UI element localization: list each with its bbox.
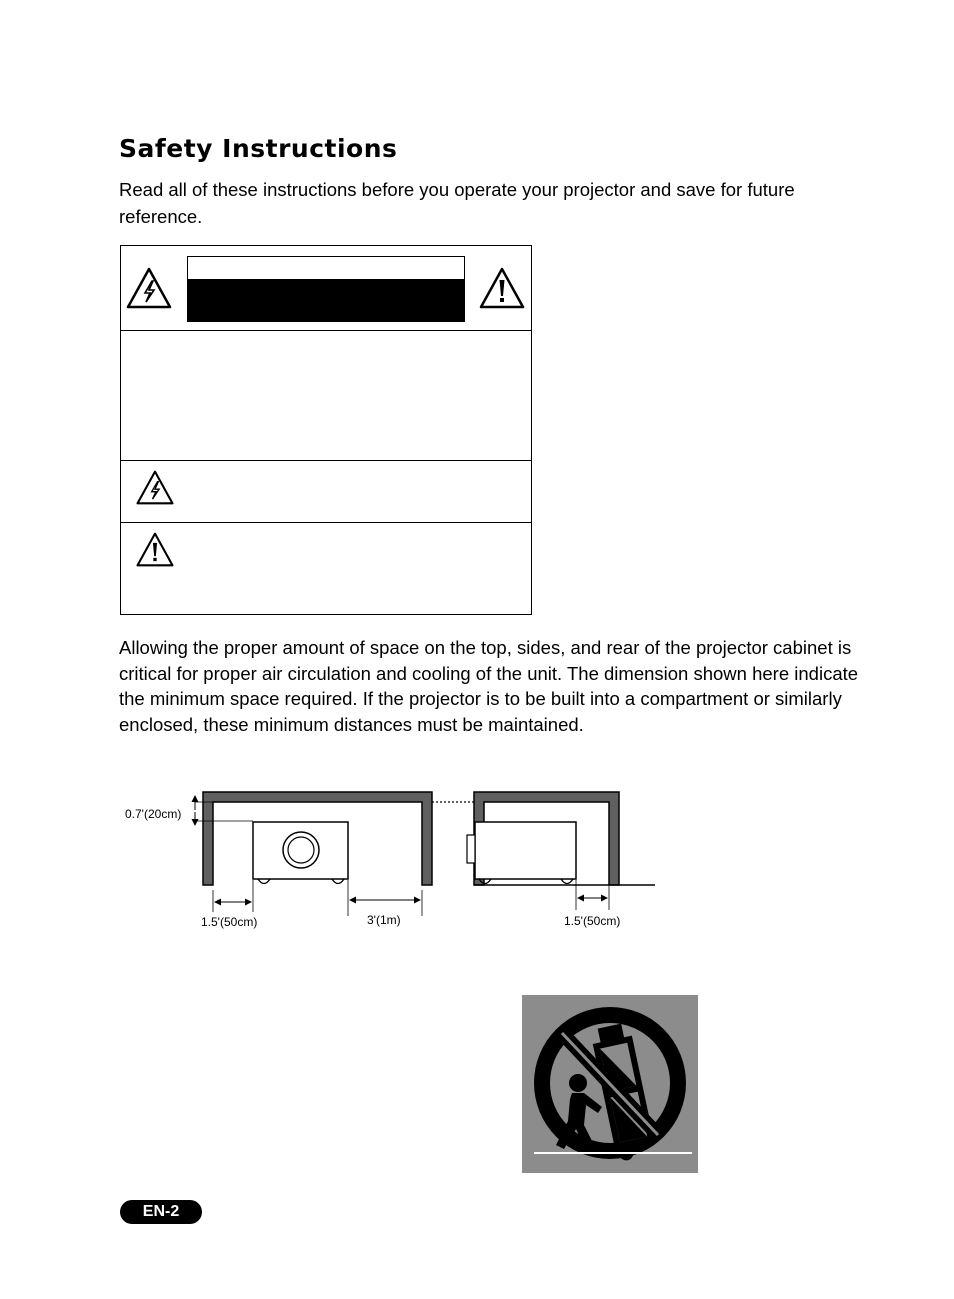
intro-paragraph: Read all of these instructions before you operate your projector and save for future reference.	[119, 179, 795, 227]
rear-clearance-label: 1.5'(50cm)	[564, 914, 621, 928]
left-clearance-label: 1.5'(50cm)	[201, 915, 258, 929]
page-number-badge: EN-2	[120, 1200, 202, 1224]
page-title: Safety Instructions	[119, 134, 398, 163]
exclamation-triangle-icon	[135, 531, 175, 568]
top-clearance-label: 0.7'(20cm)	[125, 807, 182, 821]
ventilation-paragraph: Allowing the proper amount of space on the top, sides, and rear of the projector cabinet is critical for proper air circulation and cooling of the unit. The dimension shown here indicate the minimum space required. If the projector is to be built into a compartment or similarly enclosed, these minimum distances must be maintained.	[119, 637, 859, 735]
warning-banner-fill	[188, 279, 464, 321]
lightning-triangle-icon	[135, 469, 175, 506]
warning-divider	[121, 330, 531, 331]
warning-banner	[187, 256, 465, 322]
lightning-triangle-icon	[125, 266, 173, 310]
warning-box	[120, 245, 532, 615]
exclamation-triangle-icon	[478, 266, 526, 310]
warning-divider	[121, 522, 531, 523]
warning-divider	[121, 460, 531, 461]
no-cart-tipping-icon	[522, 995, 698, 1173]
front-clearance-label: 3'(1m)	[367, 913, 401, 927]
